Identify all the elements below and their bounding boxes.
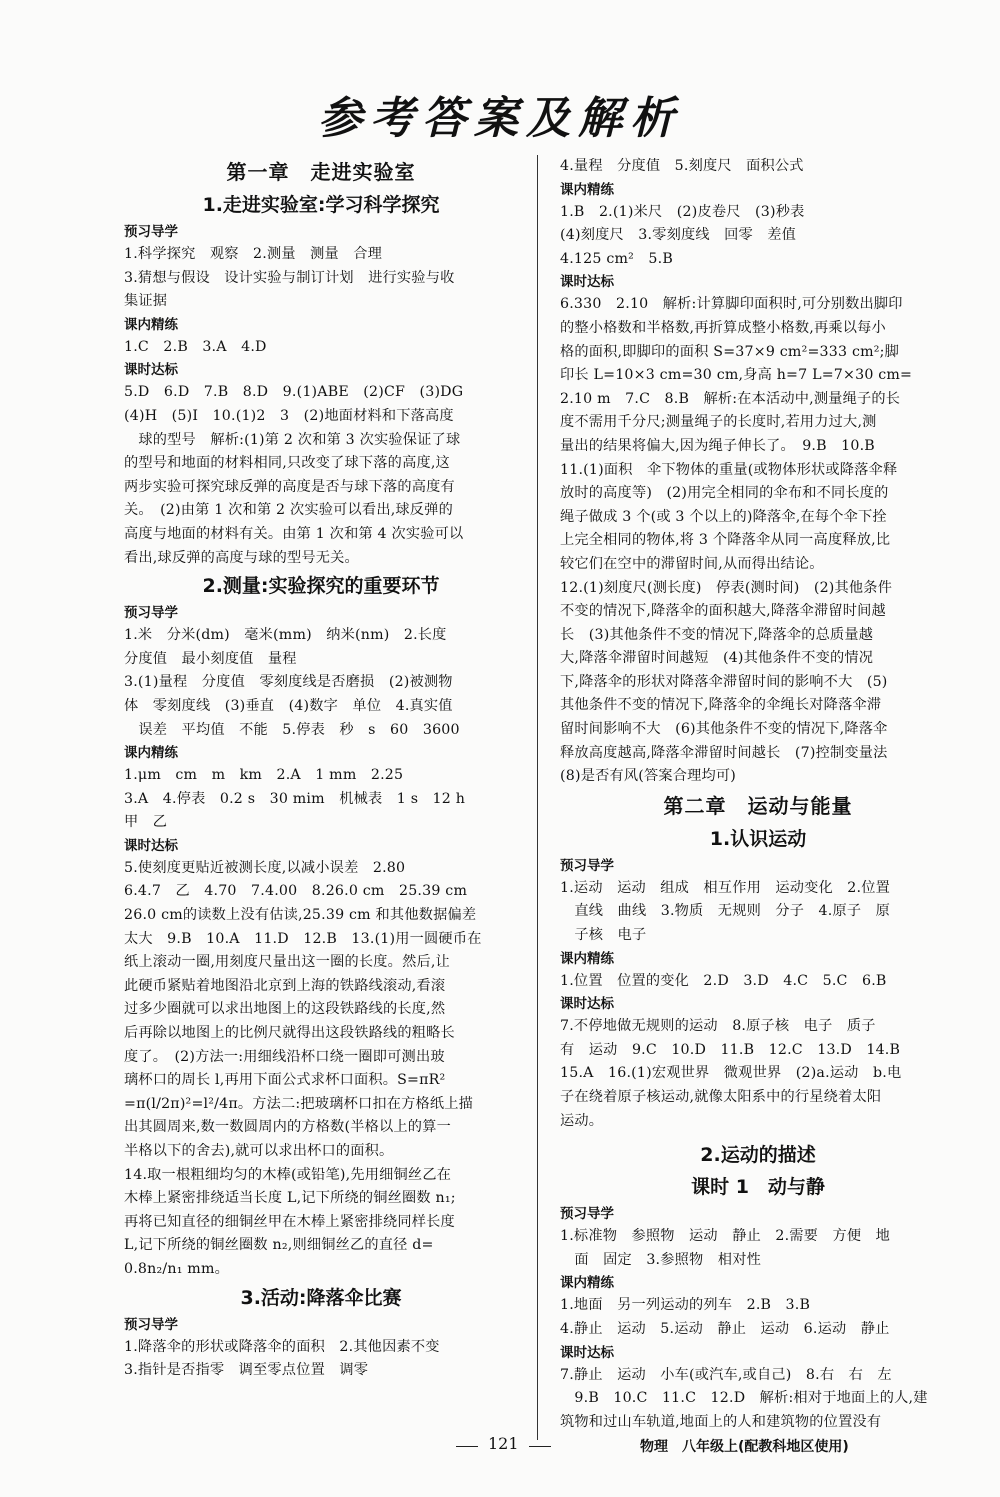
- page-footer: [0, 1432, 1000, 1462]
- answer-line: =π(l/2π)²=l²/4π。方法二:把玻璃杯口扣在方格纸上描: [124, 1095, 474, 1112]
- answer-line: 1.运动 运动 组成 相互作用 运动变化 2.位置: [560, 879, 891, 896]
- column-divider: [537, 155, 538, 1440]
- answer-line: 1.B 2.(1)米尺 (2)皮卷尺 (3)秒表: [560, 203, 805, 220]
- answer-line: 球的型号 解析:(1)第 2 次和第 3 次实验保证了球: [124, 431, 461, 448]
- answer-line: 误差 平均值 不能 5.停表 秒 s 60 3600: [124, 721, 460, 738]
- chapter-heading: 第一章 走进实验室: [226, 160, 416, 184]
- answer-line: 4.量程 分度值 5.刻度尺 面积公式: [560, 158, 804, 174]
- subsection-label: 课时达标: [560, 996, 614, 1013]
- answer-line: 9.B 10.C 11.C 12.D 解析:相对于地面上的人,建: [560, 1390, 928, 1407]
- answer-line: 筑物和过山车轨道,地面上的人和建筑物的位置没有: [560, 1413, 882, 1430]
- answer-line: 的整小格数和半格数,再折算成整小格数,再乘以每小: [560, 319, 886, 336]
- answer-line: 7.不停地做无规则的运动 8.原子核 电子 质子: [560, 1018, 876, 1035]
- answer-line: 大,降落伞滞留时间越短 (4)其他条件不变的情况: [560, 650, 874, 667]
- subsection-label: 预习导学: [124, 605, 178, 622]
- subsection-label: 课内精练: [124, 745, 178, 762]
- answer-line: 子核 电子: [560, 927, 647, 944]
- section-heading: 1.认识运动: [709, 827, 807, 850]
- answer-line: 下,降落伞的形状对降落伞滞留时间的影响不大 (5): [560, 673, 888, 690]
- answer-line: 再将已知直径的细铜丝甲在木棒上紧密排绕同样长度: [124, 1213, 455, 1230]
- answer-line: 12.(1)刻度尺(测长度) 停表(测时间) (2)其他条件: [560, 579, 893, 596]
- subsection-label: 预习导学: [124, 224, 178, 240]
- answer-line: 出其圆周来,数一数圆周内的方格数(半格以上的算一: [124, 1119, 451, 1136]
- answer-line: 木棒上紧密排绕适当长度 L,记下所绕的铜丝圈数 n₁;: [124, 1190, 456, 1207]
- answer-line: L,记下所绕的铜丝圈数 n₂,则细铜丝乙的直径 d=: [124, 1237, 434, 1254]
- section-heading: 2.测量:实验探究的重要环节: [202, 575, 440, 598]
- answer-line: 格的面积,即脚印的面积 S=37×9 cm²=333 cm²;脚: [560, 343, 899, 360]
- answer-line: 4.125 cm² 5.B: [560, 250, 673, 267]
- answer-line: 两步实验可探究球反弹的高度是否与球下落的高度有: [124, 478, 455, 495]
- answer-line: 集证据: [124, 293, 168, 310]
- answer-line: 度不需用千分尺;测量绳子的长度时,若用力过大,测: [560, 414, 877, 431]
- answer-line: 1.降落伞的形状或降落伞的面积 2.其他因素不变: [124, 1338, 440, 1355]
- book-info: 物理 八年级上(配教科地区使用): [640, 1439, 849, 1455]
- answer-line: 留时间影响不大 (6)其他条件不变的情况下,降落伞: [560, 721, 888, 738]
- answer-line: 26.0 cm的读数上没有估读,25.39 cm 和其他数据偏差: [124, 907, 477, 924]
- answer-line: 绳子做成 3 个(或 3 个以上的)降落伞,在每个伞下拴: [560, 508, 887, 525]
- answer-line: (4)刻度尺 3.零刻度线 回零 差值: [560, 227, 797, 244]
- subsection-label: 课内精练: [560, 1275, 614, 1292]
- subsection-label: 课内精练: [560, 950, 614, 967]
- answer-line: 释放高度越高,降落伞滞留时间越长 (7)控制变量法: [560, 744, 888, 761]
- page-title: 参考答案及解析: [318, 93, 682, 144]
- answer-line: 1.C 2.B 3.A 4.D: [124, 338, 267, 355]
- answer-line: 运动。: [560, 1112, 604, 1129]
- answer-line: 的型号和地面的材料相同,只改变了球下落的高度,这: [124, 455, 450, 472]
- answer-line: 3.猜想与假设 设计实验与制订计划 进行实验与收: [124, 269, 455, 286]
- answer-line: 4.静止 运动 5.运动 静止 运动 6.运动 静止: [560, 1320, 890, 1337]
- answer-line: 不变的情况下,降落伞的面积越大,降落伞滞留时间越: [560, 603, 886, 620]
- answer-line: 15.A 16.(1)宏观世界 微观世界 (2)a.运动 b.电: [560, 1065, 902, 1082]
- answer-line: 6.4.7 乙 4.70 7.4.00 8.26.0 cm 25.39 cm: [124, 883, 468, 900]
- right-column: [560, 155, 956, 1434]
- subsection-label: 课内精练: [560, 181, 614, 198]
- subsection-label: 课时达标: [124, 837, 178, 854]
- answer-line: 过多少圈就可以求出地图上的这段铁路线的长度,然: [124, 1001, 446, 1018]
- answer-line: 2.10 m 7.C 8.B 解析:在本活动中,测量绳子的长: [560, 390, 901, 407]
- answer-line: 7.静止 运动 小车(或汽车,或自己) 8.右 右 左: [560, 1366, 892, 1383]
- subsection-label: 预习导学: [124, 1316, 178, 1333]
- answer-line: 14.取一根粗细均匀的木棒(或铅笔),先用细铜丝乙在: [124, 1166, 452, 1183]
- answer-line: 1.米 分米(dm) 毫米(mm) 纳米(nm) 2.长度: [124, 627, 447, 644]
- answer-line: 6.330 2.10 解析:计算脚印面积时,可分别数出脚印: [560, 296, 903, 313]
- subsection-label: 预习导学: [560, 857, 614, 874]
- answer-line: 1.科学探究 观察 2.测量 测量 合理: [124, 246, 383, 262]
- answer-line: 分度值 最小刻度值 量程: [124, 650, 297, 667]
- answer-line: 量出的结果将偏大,因为绳子伸长了。 9.B 10.B: [560, 437, 875, 454]
- answer-line: 1.位置 位置的变化 2.D 3.D 4.C 5.C 6.B: [560, 972, 887, 989]
- answer-line: 关。 (2)由第 1 次和第 2 次实验可以看出,球反弹的: [124, 502, 453, 519]
- answer-line: 印长 L=10×3 cm=30 cm,身高 h=7 L=7×30 cm=: [560, 367, 913, 384]
- answer-line: 面 固定 3.参照物 相对性: [560, 1251, 761, 1268]
- answer-line: 璃杯口的周长 l,再用下面公式求杯口面积。S=πR²: [124, 1072, 446, 1089]
- answer-line: 3.A 4.停表 0.2 s 30 mim 机械表 1 s 12 h: [124, 790, 466, 807]
- answer-line: 度了。 (2)方法一:用细线沿杯口绕一圈即可测出玻: [124, 1048, 445, 1065]
- answer-line: 1.地面 另一列运动的列车 2.B 3.B: [560, 1297, 811, 1314]
- lesson-heading: 课时 1 动与静: [691, 1176, 825, 1199]
- answer-line: 直线 曲线 3.物质 无规则 分子 4.原子 原: [560, 903, 891, 920]
- answer-line: 长 (3)其他条件不变的情况下,降落伞的总质量越: [560, 626, 874, 643]
- answer-line: 1.μm cm m km 2.A 1 mm 2.25: [124, 767, 404, 784]
- answer-line: 11.(1)面积 伞下物体的重量(或物体形状或降落伞释: [560, 461, 898, 478]
- answer-line: 放时的高度等) (2)用完全相同的伞布和不同长度的: [560, 485, 889, 502]
- answer-line: 看出,球反弹的高度与球的型号无关。: [124, 549, 359, 566]
- answer-line: 甲 乙: [124, 814, 168, 831]
- subsection-label: 预习导学: [560, 1206, 614, 1223]
- section-heading: 3.活动:降落伞比赛: [240, 1286, 402, 1309]
- answer-line: (8)是否有风(答案合理均可): [560, 768, 737, 785]
- answer-line: 其他条件不变的情况下,降落伞的伞绳长对降落伞滞: [560, 697, 882, 714]
- answer-line: 较它们在空中的滞留时间,从而得出结论。: [560, 555, 824, 572]
- left-column: [124, 155, 518, 1383]
- answer-line: 3.指针是否指零 调至零点位置 调零: [124, 1362, 369, 1379]
- answer-line: 3.(1)量程 分度值 零刻度线是否磨损 (2)被测物: [124, 674, 453, 691]
- answer-line: 体 零刻度线 (3)垂直 (4)数字 单位 4.真实值: [124, 697, 453, 714]
- subsection-label: 课时达标: [560, 1344, 614, 1361]
- section-heading: 2.运动的描述: [700, 1144, 816, 1167]
- answer-line: 半格以下的舍去),就可以求出杯口的面积。: [124, 1143, 394, 1159]
- answer-line: 高度与地面的材料有关。由第 1 次和第 4 次实验可以: [124, 525, 464, 542]
- subsection-label: 课内精练: [124, 316, 178, 333]
- answer-line: 上完全相同的物体,将 3 个降落伞从同一高度释放,比: [560, 532, 891, 549]
- section-heading: 1.走进实验室:学习科学探究: [202, 194, 440, 216]
- answer-line: 此硬币紧贴着地图沿北京到上海的铁路线滚动,看滚: [124, 977, 446, 994]
- subsection-label: 课时达标: [124, 362, 178, 379]
- answer-line: 纸上滚动一圈,用刻度尺量出这一圈的长度。然后,让: [124, 954, 450, 971]
- answer-line: 后再除以地图上的比例尺就得出这段铁路线的粗略长: [124, 1025, 455, 1042]
- answer-line: 5.使刻度更贴近被测长度,以减小误差 2.80: [124, 859, 406, 876]
- answer-line: 太大 9.B 10.A 11.D 12.B 13.(1)用一圆硬币在: [124, 930, 482, 947]
- chapter-heading: 第二章 运动与能量: [663, 793, 853, 818]
- answer-line: 子在绕着原子核运动,就像太阳系中的行星绕着太阳: [560, 1089, 882, 1105]
- answer-line: 0.8n₂/n₁ mm。: [124, 1260, 229, 1277]
- answer-line: 1.标准物 参照物 运动 静止 2.需要 方便 地: [560, 1228, 891, 1245]
- subsection-label: 课时达标: [560, 274, 614, 291]
- answer-line: 有 运动 9.C 10.D 11.B 12.C 13.D 14.B: [560, 1041, 901, 1058]
- answer-line: 5.D 6.D 7.B 8.D 9.(1)ABE (2)CF (3)DG: [124, 384, 464, 401]
- answer-line: (4)H (5)I 10.(1)2 3 (2)地面材料和下落高度: [124, 407, 454, 424]
- page-number: 121: [488, 1434, 519, 1453]
